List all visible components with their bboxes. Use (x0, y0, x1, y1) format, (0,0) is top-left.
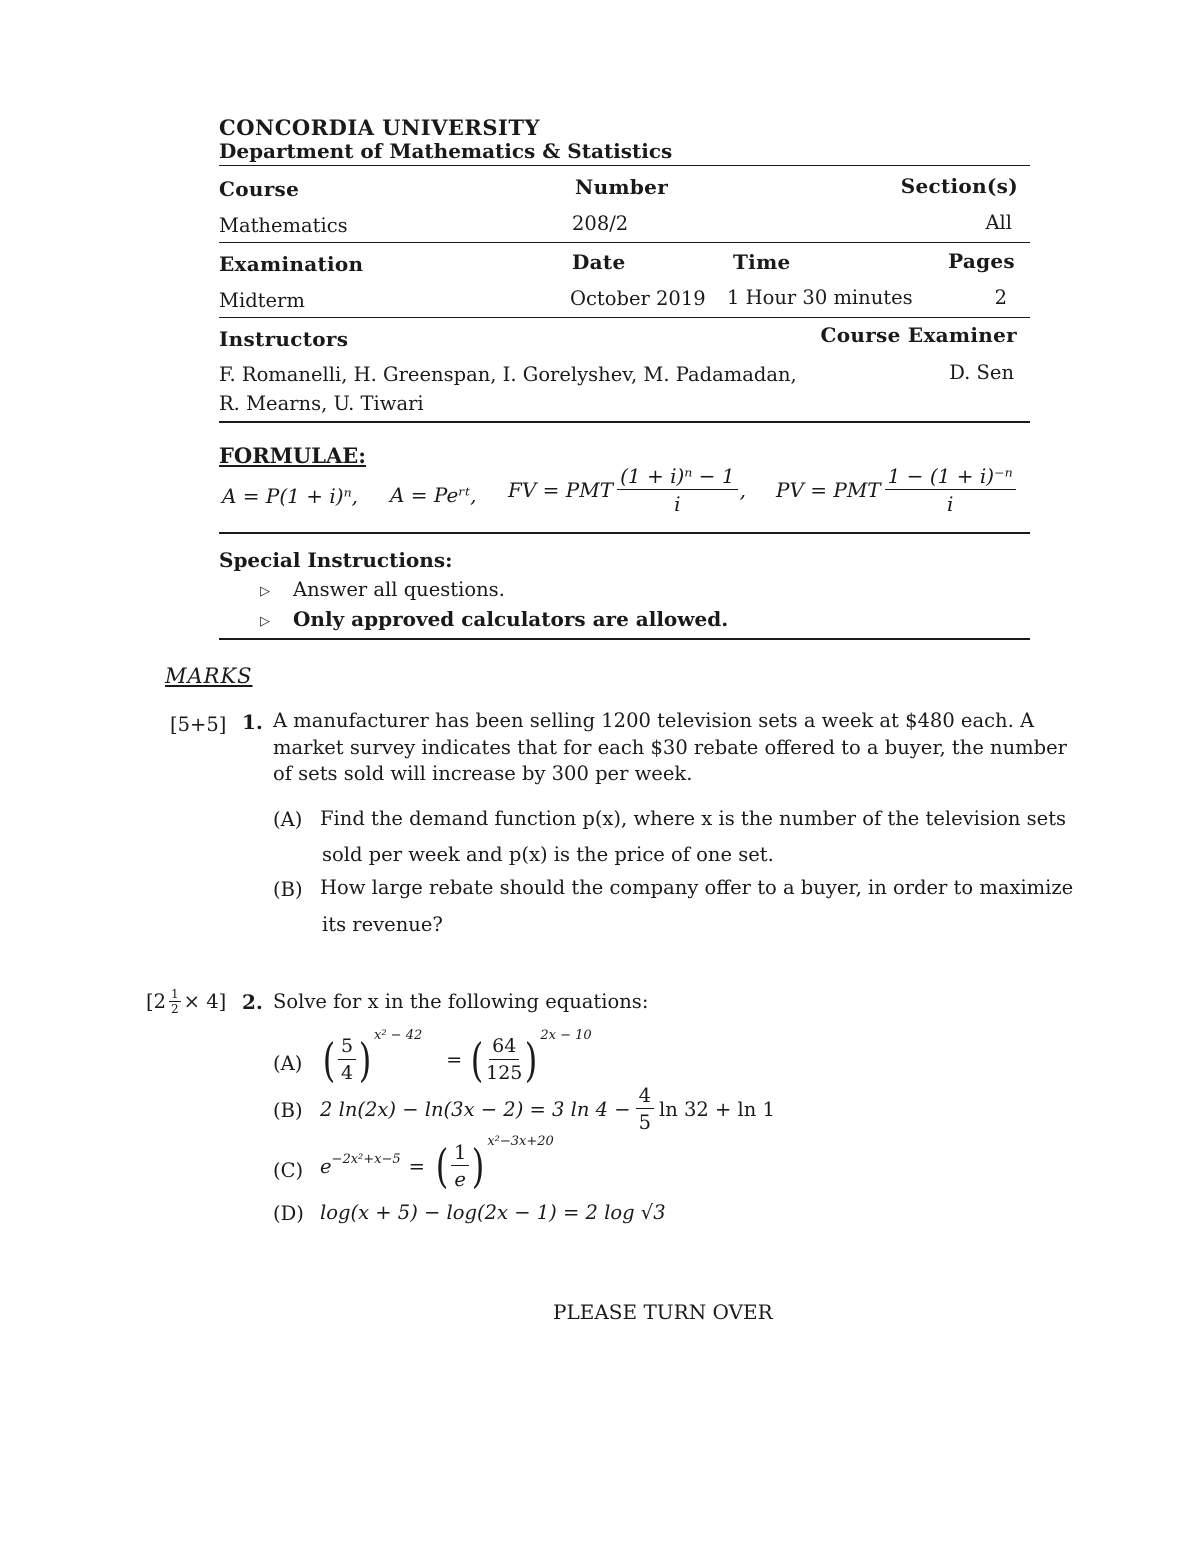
right-paren: ) (358, 1033, 372, 1087)
q2b-frac-num: 4 (636, 1086, 654, 1110)
sections-label: Section(s) (900, 174, 1018, 198)
right-paren: ) (525, 1033, 538, 1087)
q2c-frac-den: e (454, 1168, 466, 1191)
fv-comma: , (739, 478, 746, 502)
q2-marks-half (169, 988, 181, 1015)
course-examiner-value: D. Sen (949, 361, 1014, 384)
q1-number: 1. (242, 710, 263, 734)
q2-part-b-label: (B) (273, 1099, 303, 1122)
left-paren: ( (435, 1139, 449, 1193)
bullet-icon: ▷ (260, 584, 270, 599)
right-paren: ) (472, 1139, 485, 1193)
instructors-line-1: F. Romanelli, H. Greenspan, I. Gorelyshev, M. Padamadan, (219, 363, 797, 386)
course-value: Mathematics (219, 214, 348, 237)
examination-value: Midterm (219, 289, 305, 312)
q2-marks-half-den: 2 (171, 1002, 179, 1016)
sections-value: All (985, 211, 1012, 234)
number-label: Number (575, 175, 669, 199)
course-label: Course (219, 177, 300, 201)
marks-heading: MARKS (165, 664, 253, 688)
q2b-right: ln 32 + ln 1 (659, 1097, 775, 1121)
q2a-frac-2-num: 64 (489, 1037, 519, 1060)
fv-fraction (617, 466, 738, 514)
pv-fraction (885, 466, 1016, 514)
left-paren: ( (470, 1033, 484, 1087)
formula-compound-interest: A = P(1 + i)ⁿ, (222, 484, 359, 508)
q2-marks (146, 988, 226, 1015)
q2c-frac-num: 1 (451, 1143, 469, 1167)
q2a-equals: = (446, 1049, 463, 1071)
time-value: 1 Hour 30 minutes (727, 286, 913, 309)
formulae-heading: FORMULAE: (219, 443, 367, 468)
divider (219, 317, 1030, 318)
q2c-base: e (320, 1154, 332, 1178)
q2b-left: 2 ln(2x) − ln(3x − 2) = 3 ln 4 − (320, 1097, 631, 1121)
instructors-line-2: R. Mearns, U. Tiwari (219, 392, 424, 415)
fv-denominator: i (674, 492, 681, 516)
turn-over-notice: PLEASE TURN OVER (553, 1300, 773, 1324)
q2a-frac-1 (338, 1037, 356, 1083)
q1-line-2: market survey indicates that for each $30 rebate offered to a buyer, the number (273, 736, 1068, 759)
course-examiner-label: Course Examiner (820, 323, 1017, 347)
instruction-item-1: Answer all questions. (293, 578, 505, 601)
q2c-equals: = (408, 1154, 425, 1178)
q2-number: 2. (242, 990, 263, 1014)
q2a-frac-1-den: 4 (340, 1062, 354, 1084)
q1-marks: [5+5] (170, 713, 227, 736)
instruction-item-2: Only approved calculators are allowed. (293, 607, 729, 631)
time-label: Time (733, 250, 791, 274)
pages-value: 2 (994, 286, 1007, 309)
q2-part-a-equation (320, 1030, 592, 1090)
q2-part-a-label: (A) (273, 1052, 303, 1075)
q1-part-a-line-2: sold per week and p(x) is the price of one set. (322, 843, 774, 866)
number-value: 208/2 (572, 212, 629, 235)
q2a-exponent-2: 2x − 10 (540, 1028, 592, 1043)
q2-marks-half-num: 1 (171, 987, 179, 1001)
q2a-frac-1-num: 5 (338, 1037, 356, 1060)
q2-part-d-label: (D) (273, 1202, 304, 1225)
left-paren: ( (322, 1033, 336, 1087)
q2a-frac-2 (486, 1037, 522, 1083)
q2c-frac (451, 1140, 469, 1191)
q2-text: Solve for x in the following equations: (273, 990, 649, 1013)
formula-present-value (776, 466, 1016, 514)
formula-future-value (508, 466, 746, 514)
q1-line-1: A manufacturer has been selling 1200 television sets a week at $480 each. A (273, 709, 1035, 732)
divider (219, 165, 1030, 166)
q2-marks-close: × 4] (183, 990, 227, 1013)
q2-part-b-equation (320, 1084, 775, 1134)
pv-numerator: 1 − (1 + i)⁻ⁿ (885, 466, 1016, 490)
divider (219, 421, 1030, 423)
department-name: Department of Mathematics & Statistics (219, 139, 673, 163)
date-label: Date (572, 250, 626, 274)
special-instructions-heading: Special Instructions: (219, 548, 453, 572)
q2b-frac (636, 1083, 654, 1134)
university-name: CONCORDIA UNIVERSITY (219, 115, 540, 140)
pages-label: Pages (948, 249, 1015, 273)
q1-part-b-label: (B) (273, 878, 303, 901)
q2c-exponent-1: −2x²+x−5 (331, 1152, 401, 1167)
divider (219, 242, 1030, 243)
fv-lhs: FV = PMT (508, 478, 614, 502)
q2c-exponent-2: x²−3x+20 (487, 1134, 554, 1149)
q1-part-b-line-2: its revenue? (322, 913, 443, 936)
q2a-frac-2-den: 125 (486, 1062, 523, 1084)
date-value: October 2019 (570, 287, 706, 310)
q1-line-3: of sets sold will increase by 300 per week. (273, 762, 693, 785)
q1-part-a-line-1: Find the demand function p(x), where x is the number of the television sets (320, 807, 1067, 830)
q1-part-b-line-1: How large rebate should the company offer to a buyer, in order to maximize (320, 876, 1074, 899)
q1-part-a-label: (A) (273, 808, 303, 831)
divider (219, 638, 1030, 640)
pv-lhs: PV = PMT (776, 478, 881, 502)
q2b-frac-den: 5 (638, 1111, 652, 1134)
q2-part-d-equation: log(x + 5) − log(2x − 1) = 2 log √3 (320, 1201, 666, 1224)
q2-part-c-label: (C) (273, 1159, 304, 1182)
q2a-exponent-1: x² − 42 (374, 1028, 423, 1043)
pv-denominator: i (946, 492, 954, 516)
instructors-label: Instructors (219, 327, 349, 351)
fv-numerator: (1 + i)ⁿ − 1 (617, 466, 738, 490)
q2-part-c-equation (320, 1136, 554, 1196)
divider (219, 532, 1030, 534)
bullet-icon: ▷ (260, 614, 270, 629)
formula-continuous-interest: A = Peʳᵗ, (390, 483, 477, 507)
examination-label: Examination (219, 252, 364, 276)
q2-marks-open: [2 (146, 990, 167, 1013)
